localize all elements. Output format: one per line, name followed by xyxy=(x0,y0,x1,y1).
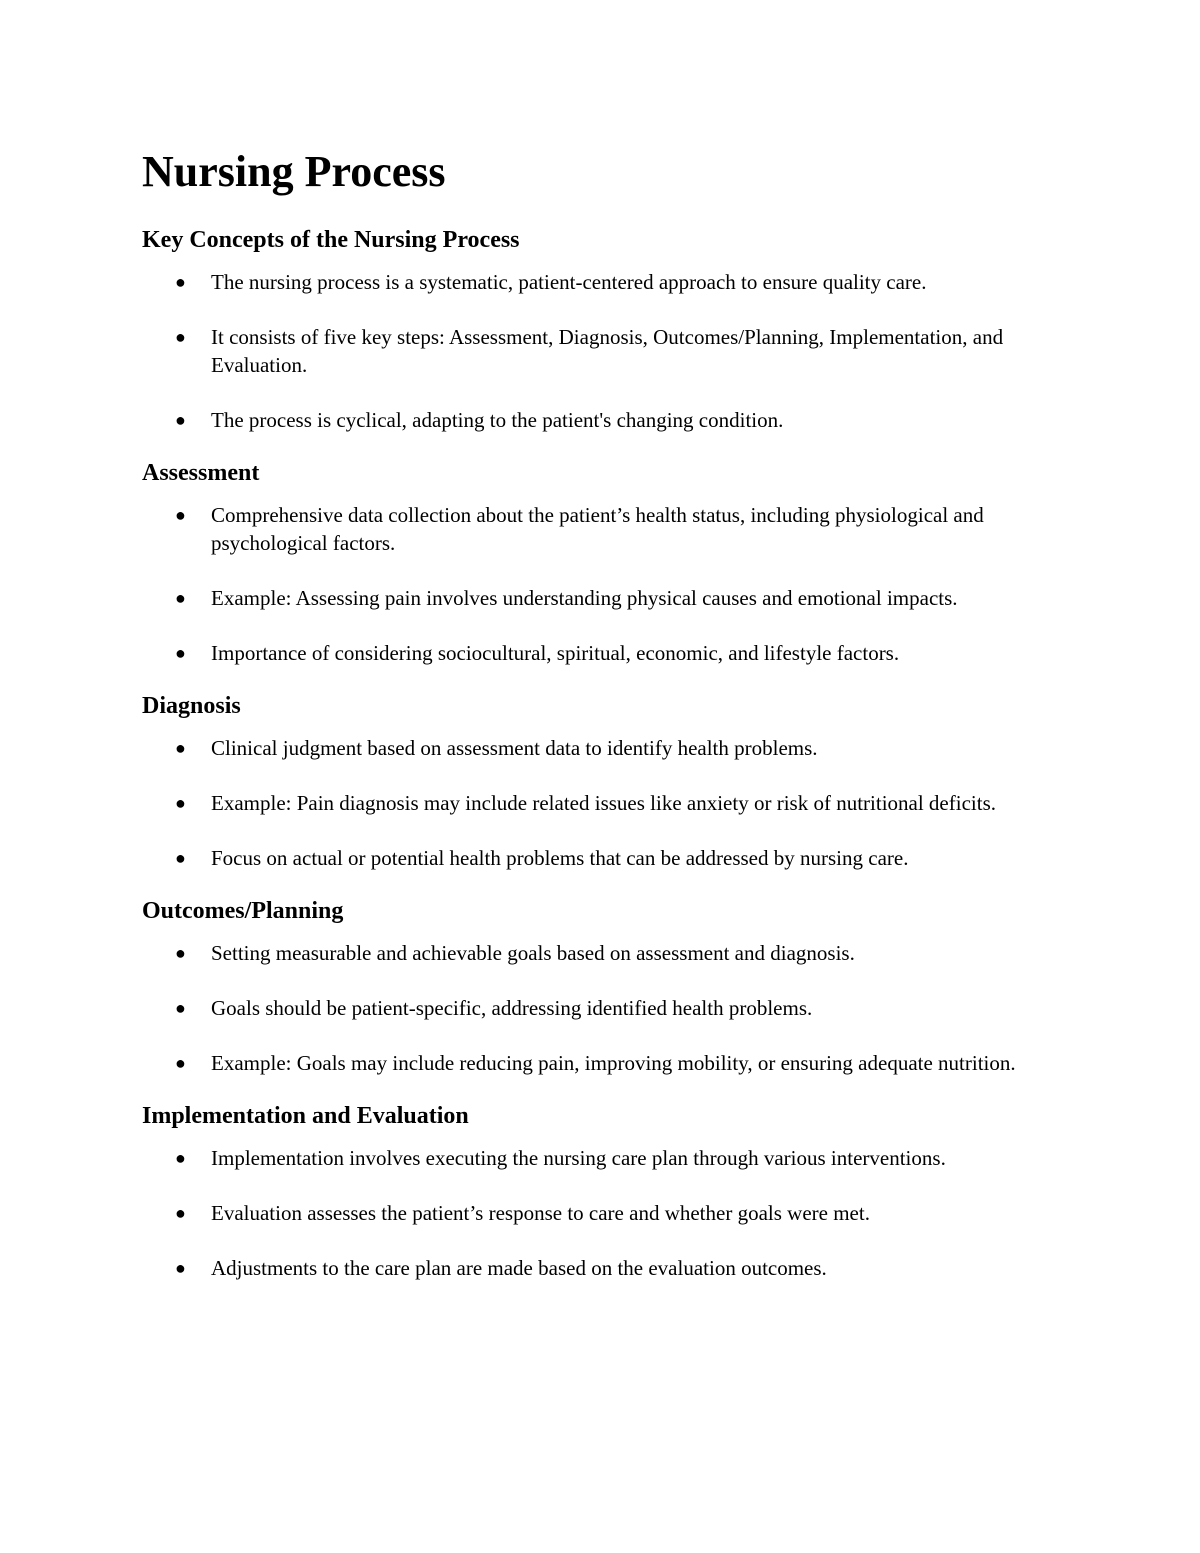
bullet-list xyxy=(142,268,1080,434)
list-item xyxy=(142,268,1051,296)
list-item xyxy=(142,844,1051,872)
section-implementation-evaluation xyxy=(142,1100,1080,1282)
bullet-list xyxy=(142,1144,1080,1282)
section-heading: Diagnosis xyxy=(142,693,241,719)
list-item-text: The process is cyclical, adapting to the patient's changing condition. xyxy=(211,408,784,432)
list-item-text: Example: Goals may include reducing pain, improving mobility, or ensuring adequate nutrition. xyxy=(211,1051,1016,1075)
list-item-text: Implementation involves executing the nursing care plan through various interventions. xyxy=(211,1146,946,1170)
sections-container xyxy=(142,224,1080,1282)
bullet-list xyxy=(142,501,1080,667)
bullet-icon: ● xyxy=(175,1203,186,1223)
page-title: Nursing Process xyxy=(142,147,446,196)
list-item xyxy=(142,734,1051,762)
list-item xyxy=(142,1144,1051,1172)
list-item-text: It consists of five key steps: Assessment, Diagnosis, Outcomes/Planning, Implementation, and Evaluation. xyxy=(211,325,1004,377)
bullet-icon: ● xyxy=(175,643,186,663)
section-heading: Implementation and Evaluation xyxy=(142,1103,469,1129)
list-item-text: Evaluation assesses the patient’s response to care and whether goals were met. xyxy=(211,1201,870,1225)
list-item xyxy=(142,323,1051,379)
list-item xyxy=(142,789,1051,817)
list-item-text: Comprehensive data collection about the patient’s health status, including physiological and psychological factors. xyxy=(211,503,984,555)
list-item-text: The nursing process is a systematic, patient-centered approach to ensure quality care. xyxy=(211,270,927,294)
bullet-icon: ● xyxy=(175,738,186,758)
list-item-text: Setting measurable and achievable goals based on assessment and diagnosis. xyxy=(211,941,855,965)
bullet-icon: ● xyxy=(175,848,186,868)
list-item xyxy=(142,1254,1051,1282)
section-key-concepts xyxy=(142,224,1080,434)
bullet-icon: ● xyxy=(175,943,186,963)
bullet-icon: ● xyxy=(175,505,186,525)
list-item xyxy=(142,501,1051,557)
list-item xyxy=(142,994,1051,1022)
bullet-icon: ● xyxy=(175,327,186,347)
list-item xyxy=(142,406,1051,434)
bullet-icon: ● xyxy=(175,1148,186,1168)
section-heading: Outcomes/Planning xyxy=(142,898,344,924)
section-heading: Assessment xyxy=(142,460,260,486)
bullet-icon: ● xyxy=(175,1258,186,1278)
list-item xyxy=(142,1049,1051,1077)
list-item-text: Example: Pain diagnosis may include related issues like anxiety or risk of nutritional deficits. xyxy=(211,791,996,815)
list-item xyxy=(142,939,1051,967)
section-heading: Key Concepts of the Nursing Process xyxy=(142,227,520,253)
bullet-icon: ● xyxy=(175,793,186,813)
bullet-list xyxy=(142,734,1080,872)
bullet-icon: ● xyxy=(175,998,186,1018)
list-item-text: Adjustments to the care plan are made based on the evaluation outcomes. xyxy=(211,1256,827,1280)
list-item xyxy=(142,639,1051,667)
section-diagnosis xyxy=(142,690,1080,872)
list-item-text: Goals should be patient-specific, addressing identified health problems. xyxy=(211,996,813,1020)
bullet-list xyxy=(142,939,1080,1077)
bullet-icon: ● xyxy=(175,1053,186,1073)
section-outcomes-planning xyxy=(142,895,1080,1077)
bullet-icon: ● xyxy=(175,588,186,608)
list-item xyxy=(142,584,1051,612)
section-assessment xyxy=(142,457,1080,667)
list-item-text: Clinical judgment based on assessment data to identify health problems. xyxy=(211,736,818,760)
list-item-text: Importance of considering sociocultural, spiritual, economic, and lifestyle factors. xyxy=(211,641,900,665)
bullet-icon: ● xyxy=(175,410,186,430)
bullet-icon: ● xyxy=(175,272,186,292)
list-item-text: Focus on actual or potential health problems that can be addressed by nursing care. xyxy=(211,846,909,870)
list-item xyxy=(142,1199,1051,1227)
list-item-text: Example: Assessing pain involves understanding physical causes and emotional impacts. xyxy=(211,586,958,610)
